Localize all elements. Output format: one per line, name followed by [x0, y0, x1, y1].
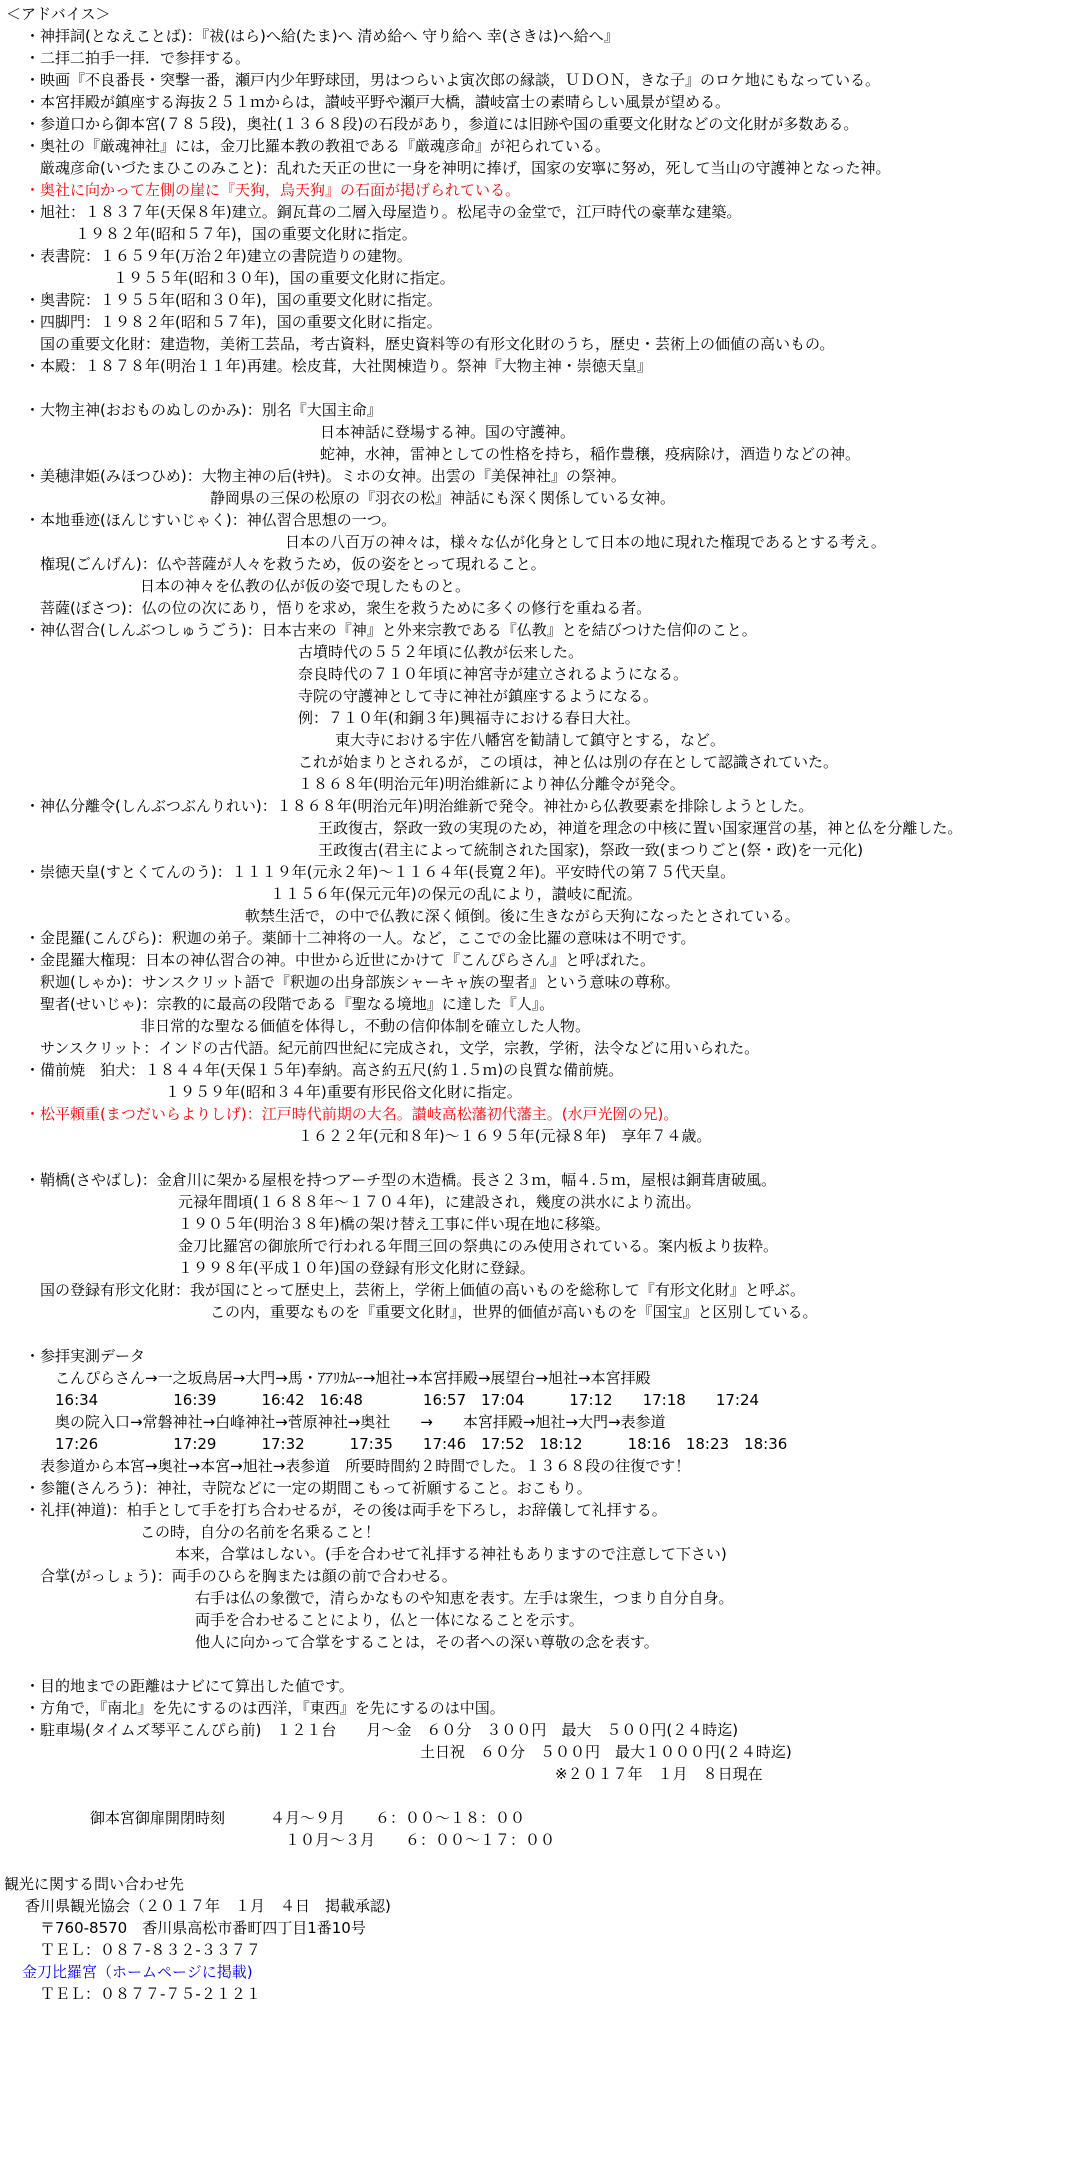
text-line: この内，重要なものを『重要文化財』，世界的価値が高いものを『国宝』と区別している。: [210, 1303, 818, 1321]
text-line: 釈迦(しゃか)：サンスクリット語で『釈迦の出身部族シャーキャ族の聖者』という意味の尊称。: [40, 973, 680, 991]
text-line: ・奥社の『厳魂神社』には，金刀比羅本教の教祖である『厳魂彦命』が祀られている。: [25, 137, 611, 155]
text-line: 日本の八百万の神々は，様々な仏が化身として日本の地に現れた権現であるとする考え。: [285, 533, 886, 551]
text-line: 香川県観光協会（２０１７年 １月 ４日 掲載承認): [25, 1897, 391, 1915]
heading-advice: ＜アドバイス＞: [6, 5, 111, 23]
text-line: 聖者(せいじゃ)：宗教的に最高の段階である『聖なる境地』に達した『人』。: [40, 995, 555, 1013]
text-line: ・礼拝(神道)：柏手として手を打ち合わせるが，その後は両手を下ろし，お辞儀して礼拝する。: [25, 1501, 667, 1519]
website-link[interactable]: 金刀比羅宮（ホームページに掲載): [22, 1963, 253, 1981]
text-line: 王政復古，祭政一致の実現のため，神道を理念の中核に置い国家運営の基，神と仏を分離した。: [318, 819, 963, 837]
text-line: 王政復古(君主によって統制された国家)，祭政一致(まつりごと(祭・政)を一元化): [318, 841, 864, 859]
text-line: ・旭社：１８３７年(天保８年)建立。銅瓦葺の二層入母屋造り。松尾寺の金堂で，江戸時代の豪華な建築。: [25, 203, 742, 221]
text-line: 例：７１０年(和銅３年)興福寺における春日大社。: [298, 709, 640, 727]
text-line: 合掌(がっしょう)：両手のひらを胸または顔の前で合わせる。: [40, 1567, 457, 1585]
text-line: ・神仏習合(しんぶつしゅうごう)：日本古来の『神』と外来宗教である『仏教』とを結びつけた信仰のこと。: [25, 621, 757, 639]
text-line: 他人に向かって合掌をすることは，その者への深い尊敬の念を表す。: [195, 1633, 659, 1651]
text-line: 土日祝 ６０分 ５００円 最大１０００円(２４時迄): [420, 1743, 792, 1761]
text-line: 蛇神，水神，雷神としての性格を持ち，稲作豊穣，疫病除け，酒造りなどの神。: [320, 445, 861, 463]
text-line: １０月～３月 ６：００～１７：００: [285, 1831, 556, 1849]
highlight-line: ・松平頼重(まつだいらよりしげ)：江戸時代前期の大名。讃岐高松藩初代藩主。(水戸光圀の兄)。: [25, 1105, 679, 1123]
text-line: 表参道から本宮→奥社→本宮→旭社→表参道 所要時間約２時間でした。１３６８段の往復です！: [40, 1457, 691, 1475]
text-line: ・目的地までの距離はナビにて算出した値です。: [25, 1677, 354, 1695]
text-line: 菩薩(ぼさつ)：仏の位の次にあり，悟りを求め，衆生を救うために多くの修行を重ねる者。: [40, 599, 652, 617]
text-line: こんぴらさん→一之坂鳥居→大門→馬・ｱｱﾘｶﾑｰ→旭社→本宮拝殿→展望台→旭社→本宮拝殿: [55, 1369, 651, 1387]
text-line: ・方角で，『南北』を先にするのは西洋，『東西』を先にするのは中国。: [25, 1699, 505, 1717]
text-line: ・本宮拝殿が鎮座する海抜２５１ｍからは，讃岐平野や瀬戸大橋，讃岐富士の素晴らしい風景が望める。: [25, 93, 731, 111]
text-line: ＴＥＬ：０８７-８３２-３３７７: [40, 1941, 261, 1959]
text-line: ・参道口から御本宮(７８５段)，奥社(１３６８段)の石段があり，参道には旧跡や国の重要文化財などの文化財が多数ある。: [25, 115, 859, 133]
text-line: 非日常的な聖なる価値を体得し，不動の信仰体制を確立した人物。: [140, 1017, 591, 1035]
text-line: 元禄年間頃(１６８８年～１７０４年)，に建設され，幾度の洪水により流出。: [178, 1193, 701, 1211]
text-line: ・駐車場(タイムズ琴平こんぴら前) １２１台 月～金 ６０分 ３００円 最大 ５００円(２４時迄): [25, 1721, 739, 1739]
text-line: 本来，合掌はしない。(手を合わせて礼拝する神社もありますので注意して下さい): [175, 1545, 727, 1563]
text-line: １９５５年(昭和３０年)，国の重要文化財に指定。: [113, 269, 455, 287]
highlight-line: ・奥社に向かって左側の崖に『天狗，烏天狗』の石面が掲げられている。: [25, 181, 521, 199]
text-line: ・二拝二拍手一拝．で参拝する。: [25, 49, 251, 67]
text-line: 17:26 17:29 17:32 17:35 17:46 17:52 18:12 18:16 18:23 18:36: [55, 1435, 788, 1453]
text-line: １９５９年(昭和３４年)重要有形民俗文化財に指定。: [165, 1083, 522, 1101]
text-line: 両手を合わせることにより，仏と一体になることを示す。: [195, 1611, 584, 1629]
text-line: １９９８年(平成１０年)国の登録有形文化財に登録。: [178, 1259, 535, 1277]
text-line: 静岡県の三保の松原の『羽衣の松』神話にも深く関係している女神。: [210, 489, 676, 507]
text-line: 古墳時代の５５２年頃に仏教が伝来した。: [298, 643, 584, 661]
text-line: ・本地垂迹(ほんじすいじゃく)：神仏習合思想の一つ。: [25, 511, 397, 529]
text-line: １６２２年(元和８年)～１６９５年(元禄８年) 享年７４歳。: [298, 1127, 712, 1145]
text-line: 観光に関する問い合わせ先: [4, 1875, 185, 1893]
text-line: 日本の神々を仏教の仏が仮の姿で現したものと。: [140, 577, 471, 595]
text-line: 奥の院入口→常磐神社→白峰神社→菅原神社→奥社 → 本宮拝殿→旭社→大門→表参道: [55, 1413, 666, 1431]
text-line: ・奥書院：１９５５年(昭和３０年)，国の重要文化財に指定。: [25, 291, 442, 309]
text-line: この時，自分の名前を名乗ること！: [140, 1523, 381, 1541]
text-line: ・神拝詞(となえことば)：『祓(はら)へ給(たま)へ 清め給へ 守り給へ 幸(さきは)へ給へ』: [25, 27, 619, 45]
text-line: １１５６年(保元元年)の保元の乱により，讃岐に配流。: [270, 885, 642, 903]
text-line: 金刀比羅宮の御旅所で行われる年間三回の祭典にのみ使用されている。案内板より抜粋。: [178, 1237, 779, 1255]
text-line: 軟禁生活で，の中で仏教に深く傾倒。後に生きながら天狗になったとされている。: [245, 907, 800, 925]
text-line: 国の重要文化財：建造物，美術工芸品，考古資料，歴史資料等の有形文化財のうち，歴史・芸術上の価値の高いもの。: [40, 335, 835, 353]
text-line: ・参籠(さんろう)：神社，寺院などに一定の期間こもって祈願すること。おこもり。: [25, 1479, 592, 1497]
text-line: サンスクリット：インドの古代語。紀元前四世紀に完成され，文学，宗教，学術，法令などに用いられた。: [40, 1039, 760, 1057]
text-line: ・映画『不良番長・突撃一番，瀬戸内少年野球団，男はつらいよ寅次郎の縁談，ＵＤＯＮ，きな子』のロケ地にもなっている。: [25, 71, 881, 89]
text-line: ・神仏分離令(しんぶつぶんりれい)：１８６８年(明治元年)明治維新で発令。神社から仏教要素を排除しようとした。: [25, 797, 814, 815]
text-line: １９０５年(明治３８年)橋の架け替え工事に伴い現在地に移築。: [178, 1215, 610, 1233]
text-line: ・大物主神(おおものぬしのかみ)：別名『大国主命』: [25, 401, 382, 419]
text-line: 国の登録有形文化財：我が国にとって歴史上，芸術上，学術上価値の高いものを総称して『有形文化財』と呼ぶ。: [40, 1281, 806, 1299]
text-line: ・本殿：１８７８年(明治１１年)再建。桧皮葺，大社関棟造り。祭神『大物主神・崇徳天皇』: [25, 357, 652, 375]
text-line: 厳魂彦命(いづたまひこのみこと)：乱れた天正の世に一身を神明に捧げ，国家の安寧に努め，死して当山の守護神となった神。: [40, 159, 891, 177]
text-line: ・金毘羅大権現：日本の神仏習合の神。中世から近世にかけて『こんぴらさん』と呼ばれた。: [25, 951, 656, 969]
text-line: ・美穂津姫(みほつひめ)：大物主神の后(ｷｻｷ)。ミホの女神。出雲の『美保神社』の祭神。: [25, 467, 626, 485]
text-line: ＴＥＬ：０８７７-７５-２１２１: [40, 1985, 261, 2003]
text-line: ・鞘橋(さやばし)：金倉川に架かる屋根を持つアーチ型の木造橋。長さ２３ｍ，幅４.５ｍ，屋根は銅葺唐破風。: [25, 1171, 777, 1189]
text-line: 御本宮御扉開閉時刻 ４月～９月 ６：００～１８：００: [90, 1809, 526, 1827]
text-line: ・崇徳天皇(すとくてんのう)：１１１９年(元永２年)～１１６４年(長寛２年)。平安時代の第７５代天皇。: [25, 863, 736, 881]
text-line: 右手は仏の象徴で，清らかなものや知恵を表す。左手は衆生，つまり自分自身。: [195, 1589, 734, 1607]
text-line: ※２０１７年 １月 ８日現在: [555, 1765, 763, 1783]
text-line: ・備前焼 狛犬：１８４４年(天保１５年)奉納。高さ約五尺(約１.５ｍ)の良質な備前焼。: [25, 1061, 624, 1079]
text-line: ・金毘羅(こんぴら)：釈迦の弟子。薬師十二神将の一人。など，ここでの金比羅の意味は不明です。: [25, 929, 696, 947]
text-line: 権現(ごんげん)：仏や菩薩が人々を救うため，仮の姿をとって現れること。: [40, 555, 546, 573]
text-line: 日本神話に登場する神。国の守護神。: [320, 423, 576, 441]
text-line: 寺院の守護神として寺に神社が鎮座するようになる。: [298, 687, 659, 705]
text-line: ・参拝実測データ: [25, 1347, 146, 1365]
text-line: １９８２年(昭和５７年)，国の重要文化財に指定。: [75, 225, 417, 243]
text-line: ・四脚門：１９８２年(昭和５７年)，国の重要文化財に指定。: [25, 313, 442, 331]
text-line: これが始まりとされるが，この頃は，神と仏は別の存在として認識されていた。: [298, 753, 839, 771]
text-line: 16:34 16:39 16:42 16:48 16:57 17:04 17:12 17:18 17:24: [55, 1391, 760, 1409]
text-line: 東大寺における宇佐八幡宮を勧請して鎮守とする，など。: [335, 731, 726, 749]
text-line: 奈良時代の７１０年頃に神宮寺が建立されるようになる。: [298, 665, 689, 683]
text-line: 〒760-8570 香川県高松市番町四丁目1番10号: [40, 1919, 366, 1937]
text-line: ・表書院：１６５９年(万治２年)建立の書院造りの建物。: [25, 247, 412, 265]
text-line: １８６８年(明治元年)明治維新により神仏分離令が発令。: [298, 775, 685, 793]
